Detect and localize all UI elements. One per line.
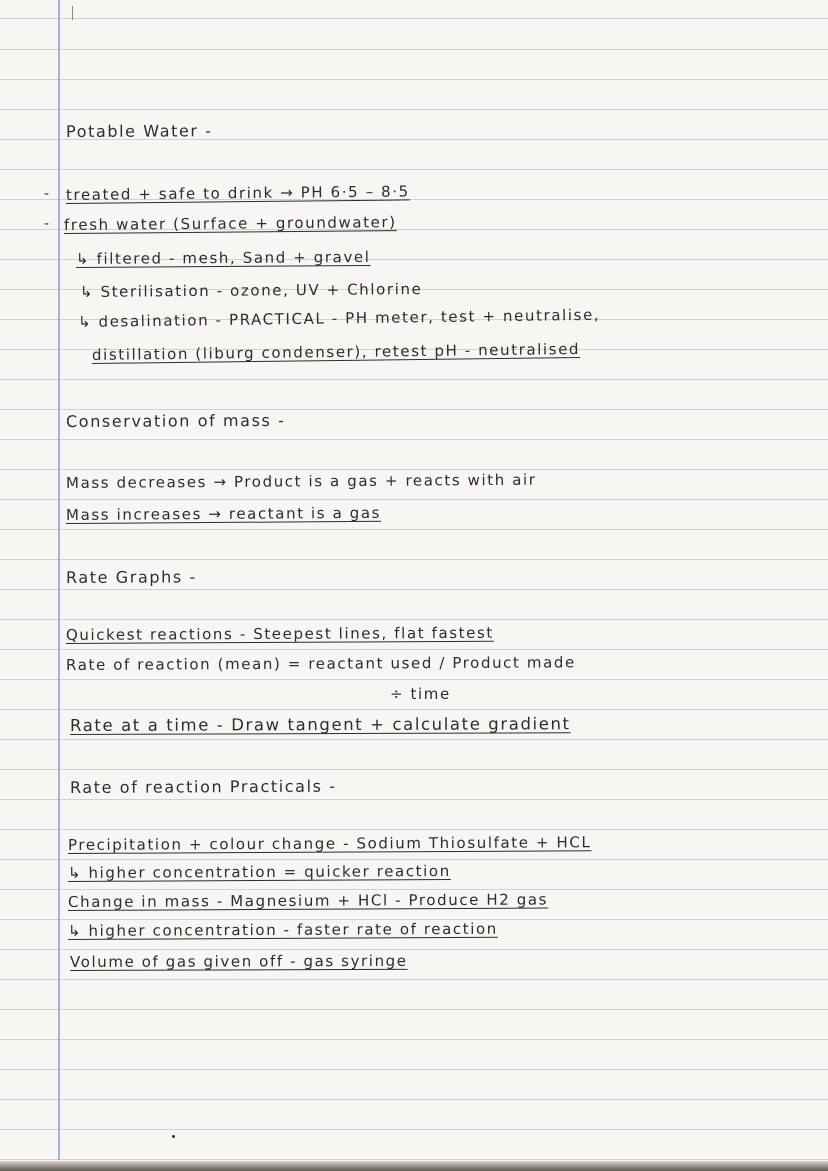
note-line: Volume of gas given off - gas syringe: [69, 951, 408, 971]
note-line: Change in mass - Magnesium + HCl - Produce H2 gas: [67, 890, 549, 911]
note-line: Precipitation + colour change - Sodium Thiosulfate + HCL: [67, 833, 592, 854]
note-line: treated + safe to drink → PH 6·5 – 8·5: [65, 182, 410, 204]
note-line: Rate at a time - Draw tangent + calculate gradient: [69, 714, 571, 735]
note-line: distillation (liburg condenser), retest pH - neutralised: [91, 340, 581, 364]
note-line: Rate of reaction (mean) = reactant used / Product made: [65, 653, 576, 674]
bullet-dash: -: [44, 186, 50, 202]
heading-potable-water: Potable Water -: [65, 121, 213, 141]
heading-rate-of-reaction-practicals: Rate of reaction Practicals -: [69, 776, 337, 797]
page-edge: [0, 1161, 828, 1171]
note-line: ↳ higher concentration - faster rate of reaction: [67, 919, 498, 940]
note-line: ↳ higher concentration = quicker reaction: [67, 861, 451, 882]
note-line: Mass decreases → Product is a gas + reacts with air: [65, 470, 537, 492]
note-line: ÷ time: [390, 685, 451, 703]
heading-rate-graphs: Rate Graphs -: [65, 567, 197, 587]
note-line: ↳ Sterilisation - ozone, UV + Chlorine: [79, 280, 423, 301]
margin-line: [58, 0, 60, 1160]
note-line: Quickest reactions - Steepest lines, flat fastest: [65, 623, 494, 644]
note-line: fresh water (Surface + groundwater): [63, 213, 397, 234]
note-line: ↳ filtered - mesh, Sand + gravel: [75, 247, 371, 268]
pen-dot: [172, 1135, 175, 1138]
note-line: ↳ desalination - PRACTICAL - PH meter, test + neutralise,: [77, 305, 601, 331]
bullet-dash: -: [44, 216, 50, 232]
note-line: Mass increases → reactant is a gas: [65, 503, 382, 524]
heading-conservation-of-mass: Conservation of mass -: [65, 410, 286, 431]
pen-mark: [72, 6, 73, 20]
